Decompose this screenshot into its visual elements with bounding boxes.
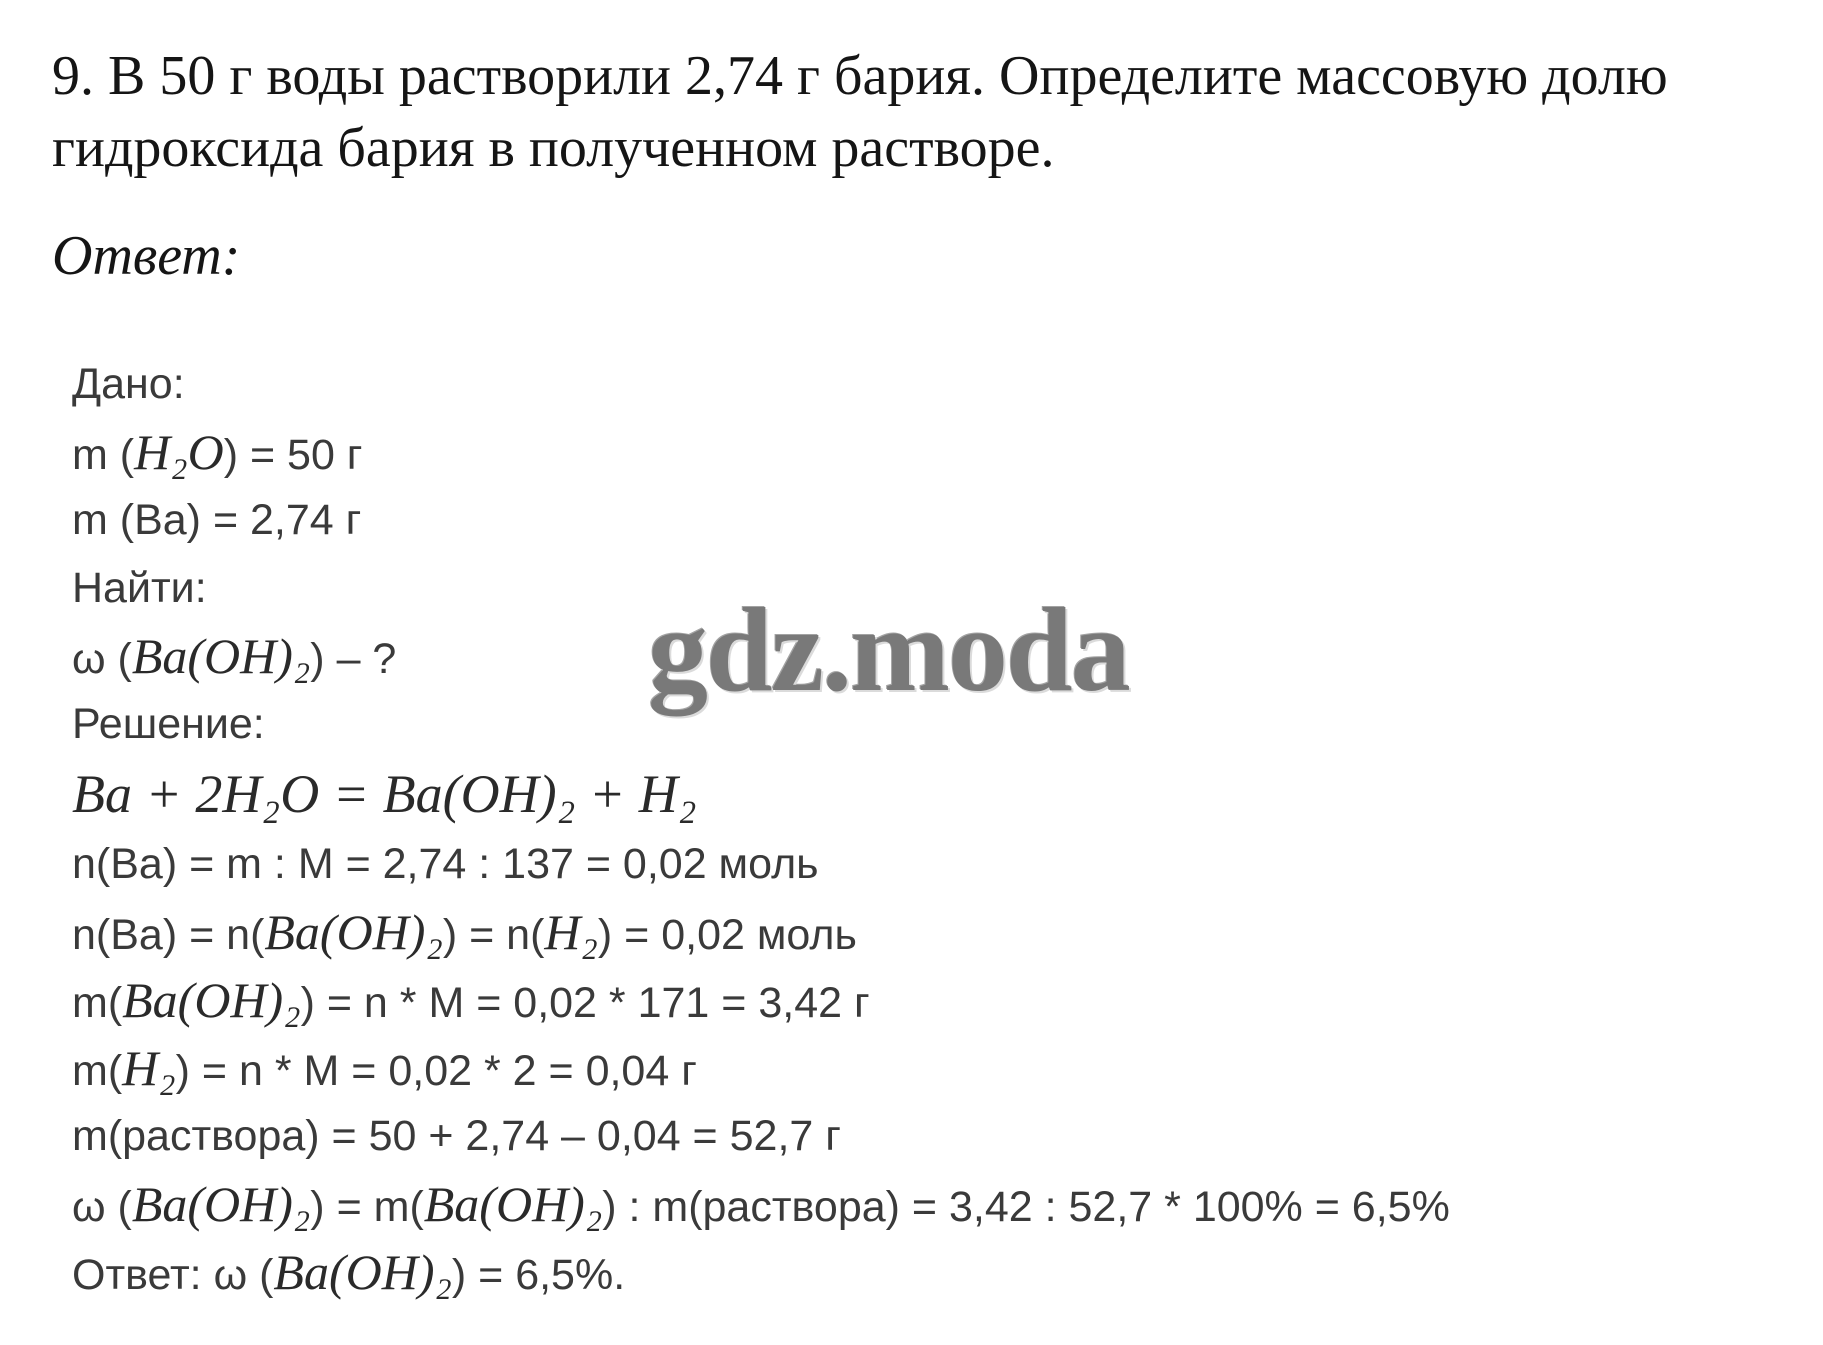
watermark-logo: gdz.moda — [648, 583, 1129, 716]
problem-statement: 9. В 50 г воды растворили 2,74 г бария. Определите массовую долю гидроксида бария в полученном растворе. — [52, 45, 1668, 179]
step-6-formula-2: Ba(OH)₂ — [423, 1176, 603, 1232]
step-mass-fraction — [72, 1170, 1632, 1238]
step-mole-ratio — [72, 898, 1632, 966]
given-water-mass — [72, 418, 1632, 486]
find-label: Найти: — [72, 564, 207, 612]
step-2-prefix: n(Ba) = n( — [72, 911, 265, 959]
find-prefix: ω ( — [72, 635, 132, 683]
given-barium-mass: m (Ba) = 2,74 г — [72, 496, 362, 544]
solution-block — [72, 350, 1632, 1306]
step-mass-hydroxide — [72, 966, 1632, 1034]
step-2-middle: ) = n( — [442, 911, 545, 959]
water-formula: H₂O — [134, 424, 224, 480]
step-4-prefix: m( — [72, 1047, 123, 1095]
step-2-formula-2: H₂ — [544, 904, 598, 960]
step-6-prefix: ω ( — [72, 1183, 132, 1231]
given-water-prefix: m ( — [72, 431, 135, 479]
step-3-suffix: ) = n * M = 0,02 * 171 = 3,42 г — [300, 979, 870, 1027]
step-2-formula-1: Ba(OH)₂ — [264, 904, 443, 960]
given-label: Дано: — [72, 360, 185, 408]
final-prefix: Ответ: ω ( — [72, 1251, 274, 1299]
step-mass-hydrogen — [72, 1034, 1632, 1102]
find-suffix: ) – ? — [310, 635, 397, 683]
solution-label: Решение: — [72, 700, 265, 748]
step-6-middle: ) = m( — [310, 1183, 424, 1231]
final-suffix: ) = 6,5%. — [451, 1251, 626, 1299]
final-formula: Ba(OH)₂ — [273, 1244, 452, 1300]
step-mass-solution: m(раствора) = 50 + 2,74 – 0,04 = 52,7 г — [72, 1112, 841, 1160]
step-6-formula-1: Ba(OH)₂ — [131, 1176, 311, 1232]
reaction-formula: Ba + 2H₂O = Ba(OH)₂ + H₂ — [72, 764, 697, 824]
step-4-suffix: ) = n * M = 0,02 * 2 = 0,04 г — [175, 1047, 697, 1095]
reaction-equation — [72, 758, 1632, 830]
given-water-suffix: ) = 50 г — [223, 431, 363, 479]
final-answer — [72, 1238, 1632, 1306]
step-moles-barium: n(Ba) = m : M = 2,74 : 137 = 0,02 моль — [72, 840, 819, 888]
step-6-suffix: ) : m(раствора) = 3,42 : 52,7 * 100% = 6,5% — [602, 1183, 1450, 1231]
step-2-suffix: ) = 0,02 моль — [597, 911, 857, 959]
answer-heading: Ответ: — [52, 225, 241, 287]
step-3-prefix: m( — [72, 979, 123, 1027]
barium-hydroxide-formula: Ba(OH)₂ — [131, 628, 311, 684]
step-3-formula: Ba(OH)₂ — [122, 972, 301, 1028]
step-4-formula: H₂ — [122, 1040, 176, 1096]
